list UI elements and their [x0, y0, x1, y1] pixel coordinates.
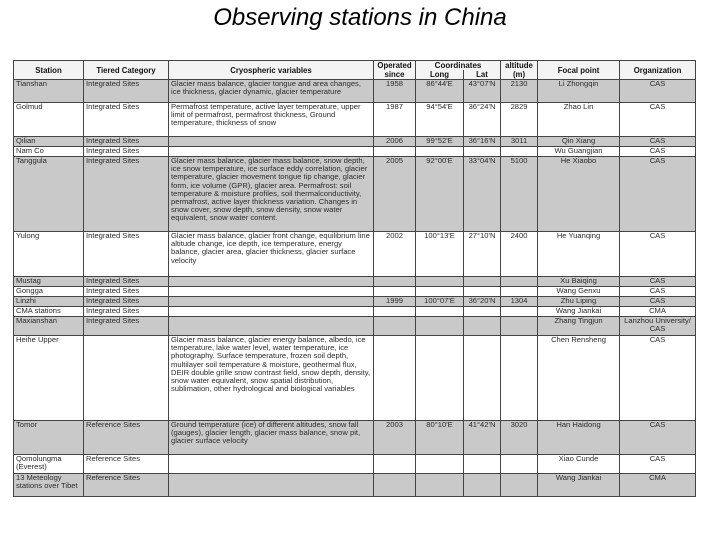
header-long: Long: [416, 70, 464, 80]
organization-cell: CAS: [620, 297, 696, 307]
longitude-cell: 100°13'E: [416, 232, 464, 277]
altitude-cell: [501, 336, 538, 421]
organization-cell: CAS: [620, 80, 696, 103]
stations-table-wrapper: [13, 60, 695, 497]
longitude-cell: 86°44'E: [416, 80, 464, 103]
longitude-cell: 92°00'E: [416, 157, 464, 232]
variables-cell: [169, 317, 374, 336]
station-cell: Tanggula: [14, 157, 84, 232]
latitude-cell: 41°42'N: [464, 421, 501, 455]
operated-since-cell: [374, 317, 416, 336]
stations-table: [13, 60, 696, 497]
organization-cell: CAS: [620, 103, 696, 137]
operated-since-cell: [374, 147, 416, 157]
operated-since-cell: 2006: [374, 137, 416, 147]
latitude-cell: 36°16'N: [464, 137, 501, 147]
station-cell: Maxianshan: [14, 317, 84, 336]
table-row: [14, 232, 696, 277]
focal-point-cell: Zhang Tingjun: [538, 317, 620, 336]
operated-since-cell: 2005: [374, 157, 416, 232]
longitude-cell: [416, 307, 464, 317]
focal-point-cell: Qin Xiang: [538, 137, 620, 147]
latitude-cell: 33°04'N: [464, 157, 501, 232]
tier-cell: Integrated Sites: [84, 80, 169, 103]
table-row: [14, 287, 696, 297]
tier-cell: Integrated Sites: [84, 147, 169, 157]
altitude-cell: 2130: [501, 80, 538, 103]
latitude-cell: [464, 287, 501, 297]
table-row: [14, 147, 696, 157]
operated-since-cell: 2002: [374, 232, 416, 277]
table-row: [14, 103, 696, 137]
table-row: [14, 421, 696, 455]
tier-cell: Integrated Sites: [84, 287, 169, 297]
altitude-cell: [501, 474, 538, 497]
tier-cell: Integrated Sites: [84, 307, 169, 317]
longitude-cell: [416, 277, 464, 287]
tier-cell: Integrated Sites: [84, 137, 169, 147]
altitude-cell: [501, 317, 538, 336]
organization-cell: CMA: [620, 307, 696, 317]
organization-cell: CAS: [620, 287, 696, 297]
altitude-cell: [501, 455, 538, 474]
latitude-cell: 43°07'N: [464, 80, 501, 103]
altitude-cell: [501, 147, 538, 157]
station-cell: Heihe Upper: [14, 336, 84, 421]
header-organization: Organization: [620, 61, 696, 80]
operated-since-cell: [374, 277, 416, 287]
station-cell: Linzhi: [14, 297, 84, 307]
variables-cell: Ground temperature (ice) of different altitudes, snow fall (gauges), glacier length, glacier mass balance, snow pit, glacier surface velocity: [169, 421, 374, 455]
latitude-cell: [464, 147, 501, 157]
organization-cell: CAS: [620, 421, 696, 455]
longitude-cell: [416, 474, 464, 497]
tier-cell: Reference Sites: [84, 455, 169, 474]
variables-cell: Glacier mass balance, glacier tongue and area changes, ice thickness, glacier dynamic, glacier temperature: [169, 80, 374, 103]
organization-cell: CAS: [620, 455, 696, 474]
focal-point-cell: Li Zhongqin: [538, 80, 620, 103]
variables-cell: [169, 455, 374, 474]
station-cell: Qilian: [14, 137, 84, 147]
organization-cell: CAS: [620, 147, 696, 157]
longitude-cell: 99°52'E: [416, 137, 464, 147]
header-station: Station: [14, 61, 84, 80]
altitude-cell: 2829: [501, 103, 538, 137]
longitude-cell: 80°10'E: [416, 421, 464, 455]
variables-cell: [169, 307, 374, 317]
station-cell: Yulong: [14, 232, 84, 277]
latitude-cell: [464, 455, 501, 474]
altitude-cell: 2400: [501, 232, 538, 277]
table-body: [14, 80, 696, 497]
operated-since-cell: 1958: [374, 80, 416, 103]
longitude-cell: [416, 147, 464, 157]
table-row: [14, 137, 696, 147]
station-cell: Gongga: [14, 287, 84, 297]
station-cell: Mustag: [14, 277, 84, 287]
tier-cell: Reference Sites: [84, 474, 169, 497]
station-cell: Nam Co: [14, 147, 84, 157]
station-cell: CMA stations: [14, 307, 84, 317]
table-row: [14, 317, 696, 336]
variables-cell: [169, 474, 374, 497]
variables-cell: [169, 137, 374, 147]
focal-point-cell: Han Haidong: [538, 421, 620, 455]
slide-title: Observing stations in China: [213, 4, 507, 31]
operated-since-cell: 1987: [374, 103, 416, 137]
latitude-cell: [464, 307, 501, 317]
focal-point-cell: Xiao Cunde: [538, 455, 620, 474]
tier-cell: Integrated Sites: [84, 157, 169, 232]
altitude-cell: 3011: [501, 137, 538, 147]
variables-cell: Permafrost temperature, active layer temperature, upper limit of permafrost, permafrost thickness, Ground temperature, thickness of snow: [169, 103, 374, 137]
focal-point-cell: Xu Baiqing: [538, 277, 620, 287]
operated-since-cell: [374, 474, 416, 497]
longitude-cell: 94°54'E: [416, 103, 464, 137]
operated-since-cell: [374, 336, 416, 421]
longitude-cell: 100°07'E: [416, 297, 464, 307]
tier-cell: Integrated Sites: [84, 232, 169, 277]
organization-cell: CAS: [620, 157, 696, 232]
focal-point-cell: Chen Rensheng: [538, 336, 620, 421]
variables-cell: [169, 277, 374, 287]
operated-since-cell: [374, 287, 416, 297]
organization-cell: CMA: [620, 474, 696, 497]
header-coordinates: Coordinates: [416, 61, 501, 71]
focal-point-cell: Zhu Liping: [538, 297, 620, 307]
header-row: [14, 61, 696, 71]
header-altitude: altitude (m): [501, 61, 538, 80]
longitude-cell: [416, 336, 464, 421]
table-row: [14, 307, 696, 317]
table-row: [14, 455, 696, 474]
organization-cell: CAS: [620, 137, 696, 147]
operated-since-cell: [374, 307, 416, 317]
latitude-cell: [464, 317, 501, 336]
altitude-cell: 3020: [501, 421, 538, 455]
altitude-cell: [501, 277, 538, 287]
header-focal-point: Focal point: [538, 61, 620, 80]
tier-cell: Integrated Sites: [84, 317, 169, 336]
variables-cell: Glacier mass balance, glacier mass balance, snow depth, ice snow temperature, ice surface eddy correlation, glacier temperature, glacier movement tongue tip change, glacier form, ice volume (GPR), glacier area. Permafrost: soil temperature & moisture profiles, soil thermalconductivity, permafrost, active layer thickness variation. Changes in snow cover, snow depth, snow density, snow water equivalent, snow water content.: [169, 157, 374, 232]
station-cell: Tomor: [14, 421, 84, 455]
tier-cell: Reference Sites: [84, 421, 169, 455]
tier-cell: [84, 336, 169, 421]
organization-cell: CAS: [620, 336, 696, 421]
header-cryospheric-variables: Cryospheric variables: [169, 61, 374, 80]
altitude-cell: 1304: [501, 297, 538, 307]
station-cell: 13 Meteology stations over Tibet: [14, 474, 84, 497]
tier-cell: Integrated Sites: [84, 297, 169, 307]
variables-cell: [169, 297, 374, 307]
variables-cell: [169, 147, 374, 157]
tier-cell: Integrated Sites: [84, 277, 169, 287]
header-operated-since: Operated since: [374, 61, 416, 80]
table-row: [14, 336, 696, 421]
latitude-cell: [464, 474, 501, 497]
altitude-cell: [501, 307, 538, 317]
variables-cell: [169, 287, 374, 297]
table-row: [14, 297, 696, 307]
focal-point-cell: Wu Guangjian: [538, 147, 620, 157]
latitude-cell: 36°20'N: [464, 297, 501, 307]
operated-since-cell: 1999: [374, 297, 416, 307]
latitude-cell: [464, 336, 501, 421]
latitude-cell: 36°24'N: [464, 103, 501, 137]
table-row: [14, 80, 696, 103]
table-row: [14, 157, 696, 232]
focal-point-cell: He Xiaobo: [538, 157, 620, 232]
focal-point-cell: Wang Jiankai: [538, 307, 620, 317]
altitude-cell: 5100: [501, 157, 538, 232]
station-cell: Tianshan: [14, 80, 84, 103]
variables-cell: Glacier mass balance, glacier front change, equilibrium line altitude change, ice depth, ice temperature, energy balance, glacier area, glacier thickness, glacier surface velocity: [169, 232, 374, 277]
header-lat: Lat: [464, 70, 501, 80]
longitude-cell: [416, 455, 464, 474]
focal-point-cell: Wang Jiankai: [538, 474, 620, 497]
altitude-cell: [501, 287, 538, 297]
latitude-cell: 27°10'N: [464, 232, 501, 277]
operated-since-cell: 2003: [374, 421, 416, 455]
focal-point-cell: Zhao Lin: [538, 103, 620, 137]
header-tiered-category: Tiered Category: [84, 61, 169, 80]
focal-point-cell: Wang Genxu: [538, 287, 620, 297]
latitude-cell: [464, 277, 501, 287]
station-cell: Golmud: [14, 103, 84, 137]
organization-cell: CAS: [620, 277, 696, 287]
longitude-cell: [416, 317, 464, 336]
organization-cell: CAS: [620, 232, 696, 277]
variables-cell: Glacier mass balance, glacier energy balance, albedo, ice temperature, lake water level, water temperature, ice photography. Surface temperature, frozen soil depth, multilayer soil temperature & moisture, geothermal flux, DEIR double grille snow contrast field, snow depth, density, snow water equivalent, snow spatial distribution, sublimation, other hydrological and biological variables: [169, 336, 374, 421]
focal-point-cell: He Yuanqing: [538, 232, 620, 277]
station-cell: Qomolungma (Everest): [14, 455, 84, 474]
longitude-cell: [416, 287, 464, 297]
table-row: [14, 277, 696, 287]
table-row: [14, 474, 696, 497]
tier-cell: Integrated Sites: [84, 103, 169, 137]
operated-since-cell: [374, 455, 416, 474]
organization-cell: Lanzhou University/ CAS: [620, 317, 696, 336]
